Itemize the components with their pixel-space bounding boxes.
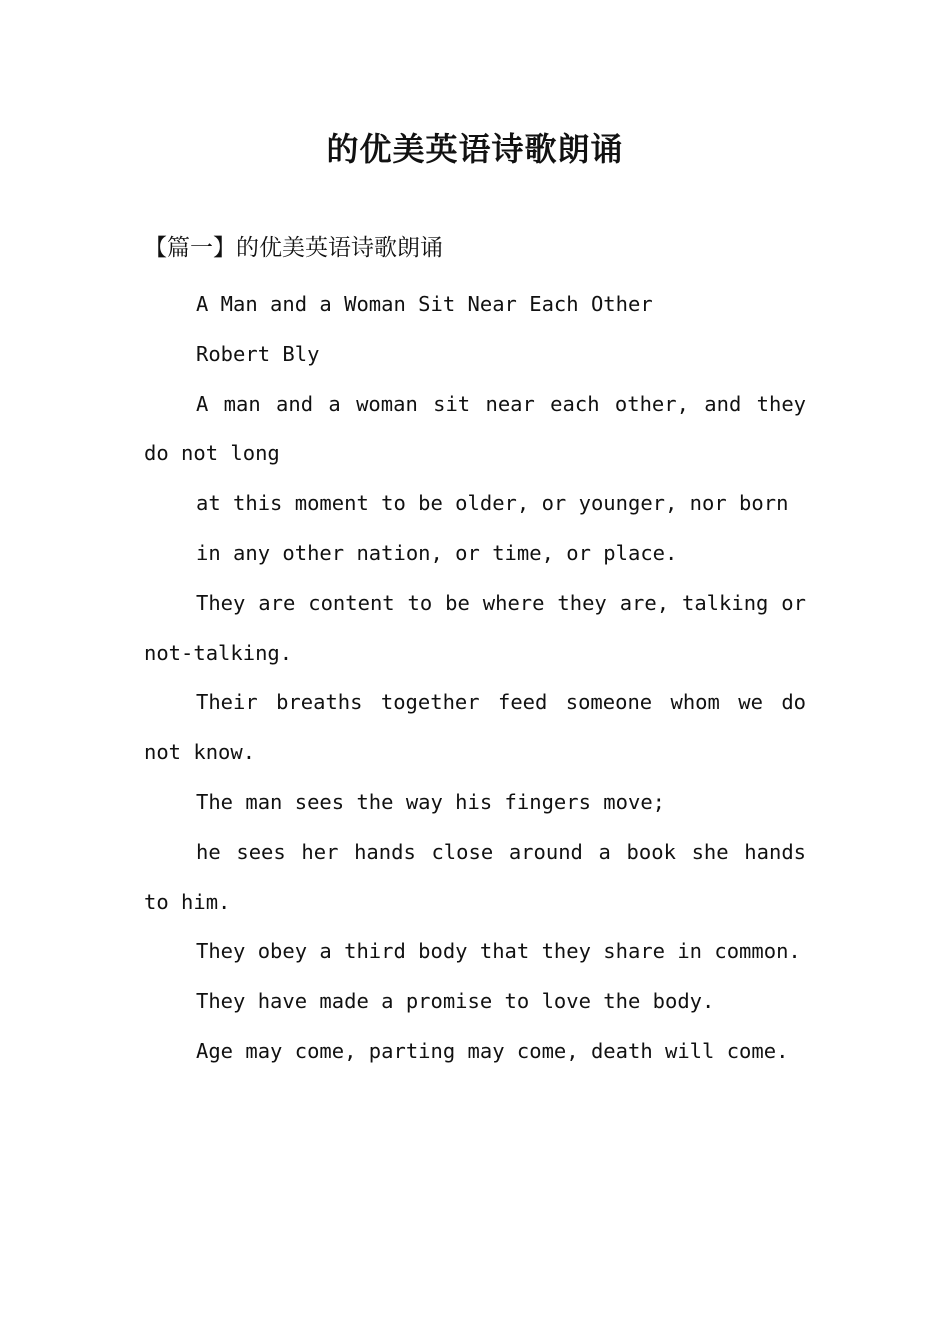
poem-line: he sees her hands close around a book she hands to him. [144,839,806,914]
section-heading: 【篇一】的优美英语诗歌朗诵 [144,235,443,261]
poem-line: Age may come, parting may come, death will come. [196,1038,789,1063]
poem-line: They have made a promise to love the body. [196,989,715,1014]
poem-line: Their breaths together feed someone whom we do not know. [144,690,806,765]
page-title: 的优美英语诗歌朗诵 [326,130,624,168]
poem-line: at this moment to be older, or younger, nor born [196,491,789,516]
poem-title-line: A Man and a Woman Sit Near Each Other [196,292,653,316]
poem-author-line: Robert Bly [196,341,320,366]
poem-line: A man and a woman sit near each other, and they do not long [144,391,806,466]
poem-line: The man sees the way his fingers move; [196,789,665,814]
poem-line: They obey a third body that they share in common. [196,939,801,964]
poem-line: They are content to be where they are, talking or not-talking. [144,590,806,665]
poem-line: in any other nation, or time, or place. [196,540,678,565]
poem-body [144,280,806,1077]
